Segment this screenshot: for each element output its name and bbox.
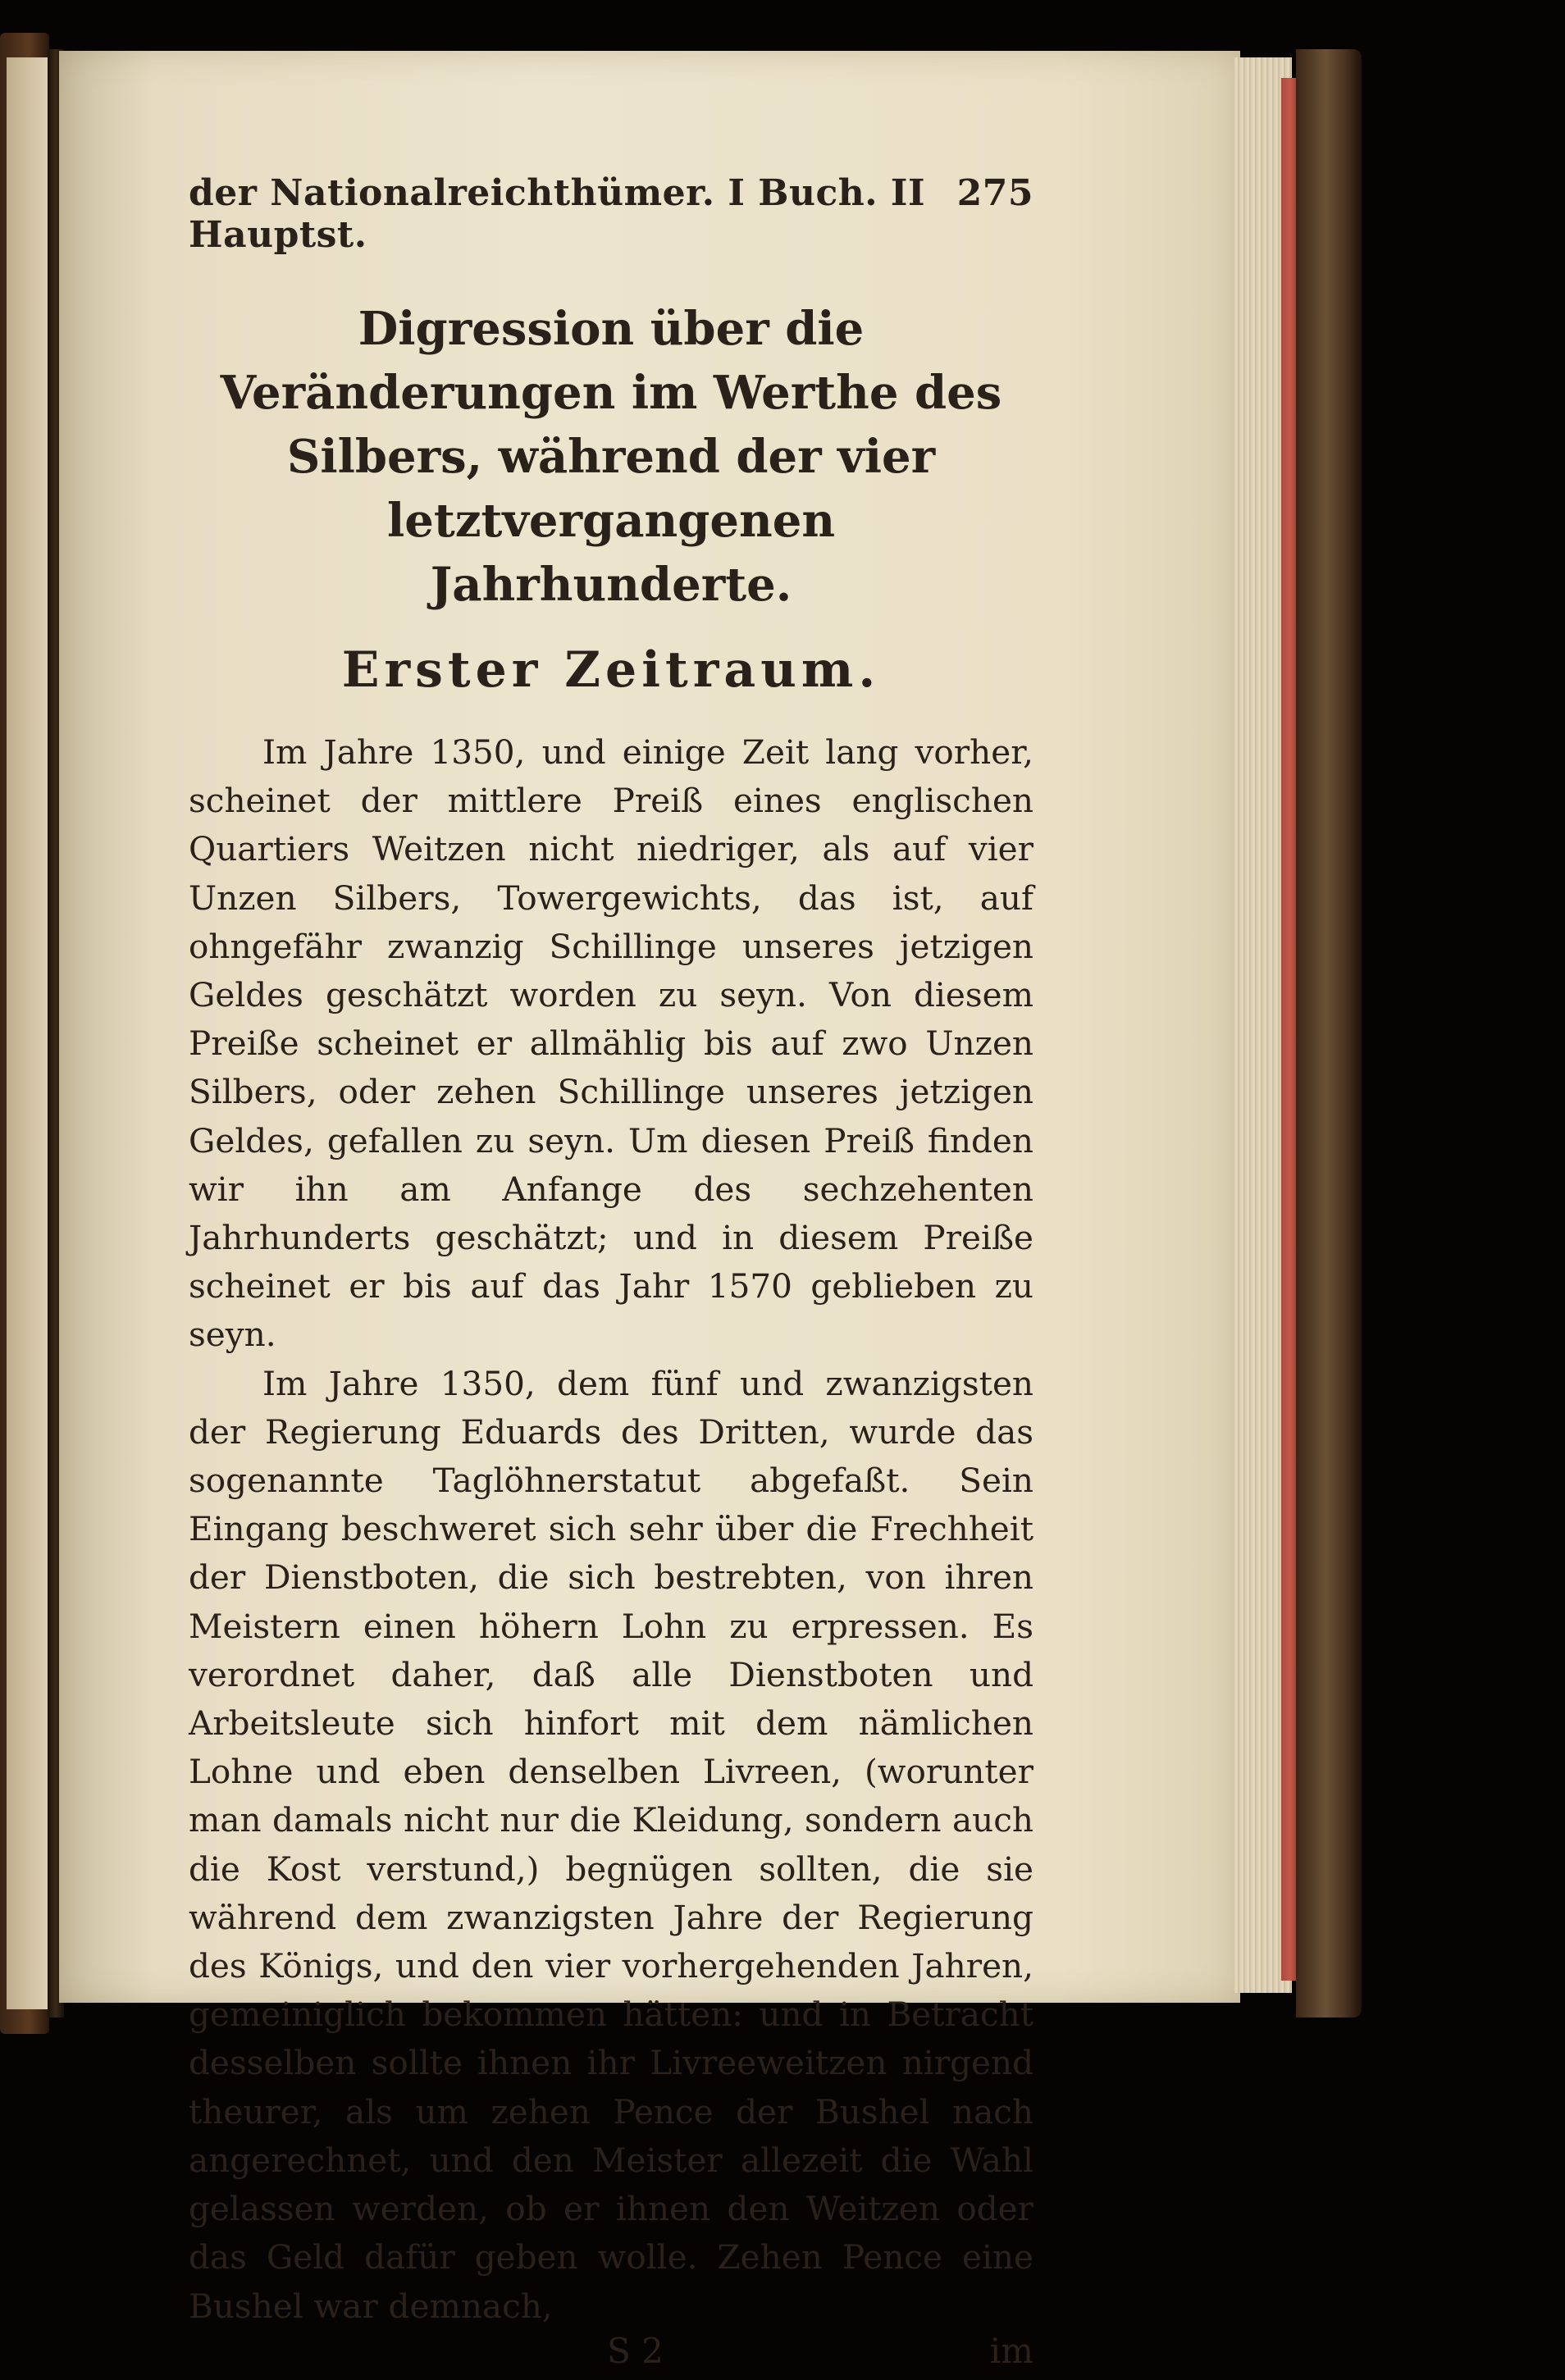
running-head — [189, 172, 1033, 256]
left-page-edge — [7, 57, 52, 2009]
title-line-2: Silbers, während der vier letztvergangenen — [286, 430, 936, 548]
running-head-text: der Nationalreichthümer. I Buch. II Hauptst. — [189, 172, 926, 256]
title-line-1: Digression über die Veränderungen im Werthe des — [220, 302, 1002, 420]
section-heading: Erster Zeitraum. — [341, 641, 881, 699]
signature-mark: S 2 — [607, 2330, 664, 2371]
paragraph-2: Im Jahre 1350, dem fünf und zwanzigsten der Regierung Eduards des Dritten, wurde das sogenannte Taglöhnerstatut abgefaßt. Sein Eingang beschweret sich sehr über die Frechheit der Dienstboten, die sich bestrebten, von ihren Meistern einen höhern Lohn zu erpressen. Es verordnet daher, daß alle Dienstboten und Arbeitsleute sich hinfort mit dem nämlichen Lohne und eben denselben Livreen, (worunter man damals nicht nur die Kleidung, sondern auch die Kost verstund,) begnügen sollten, die sie während dem zwanzigsten Jahre der Regierung des Königs, und den vier vorhergehenden Jahren, gemeiniglich bekommen hätten: und in Betracht desselben sollte ihnen ihr Livreeweitzen nirgend theurer, als um zehen Pence der Bushel nach angerechnet, und den Meister allezeit die Wahl gelassen werden, ob er ihnen den Weitzen oder das Geld dafür geben wolle. Zehen Pence eine Bushel war demnach, — [189, 1363, 1033, 2326]
page-footer — [189, 2331, 1033, 2380]
page-content — [189, 172, 1033, 2380]
page-number: 275 — [956, 172, 1033, 214]
right-cover — [1296, 49, 1362, 2018]
chapter-title — [189, 297, 1033, 617]
catchword: im — [989, 2330, 1033, 2371]
title-line-3: Jahrhunderte. — [430, 558, 792, 612]
paragraph-1: Im Jahre 1350, und einige Zeit lang vorher, scheinet der mittlere Preiß eines englischen Quartiers Weitzen nicht niedriger, als auf vier Unzen Silbers, Towergewichts, das ist, auf ohngefähr zwanzig Schillinge unseres jetzigen Geldes geschätzt worden zu seyn. Von diesem Preiße scheinet er allmählig bis auf zwo Unzen Silbers, oder zehen Schillinge unseres jetzigen Geldes, gefallen zu seyn. Um diesen Preiß finden wir ihn am Anfange des sechzehenten Jahrhunderts geschätzt; und in diesem Preiße scheinet er bis auf das Jahr 1570 geblieben zu seyn. — [189, 732, 1033, 1355]
